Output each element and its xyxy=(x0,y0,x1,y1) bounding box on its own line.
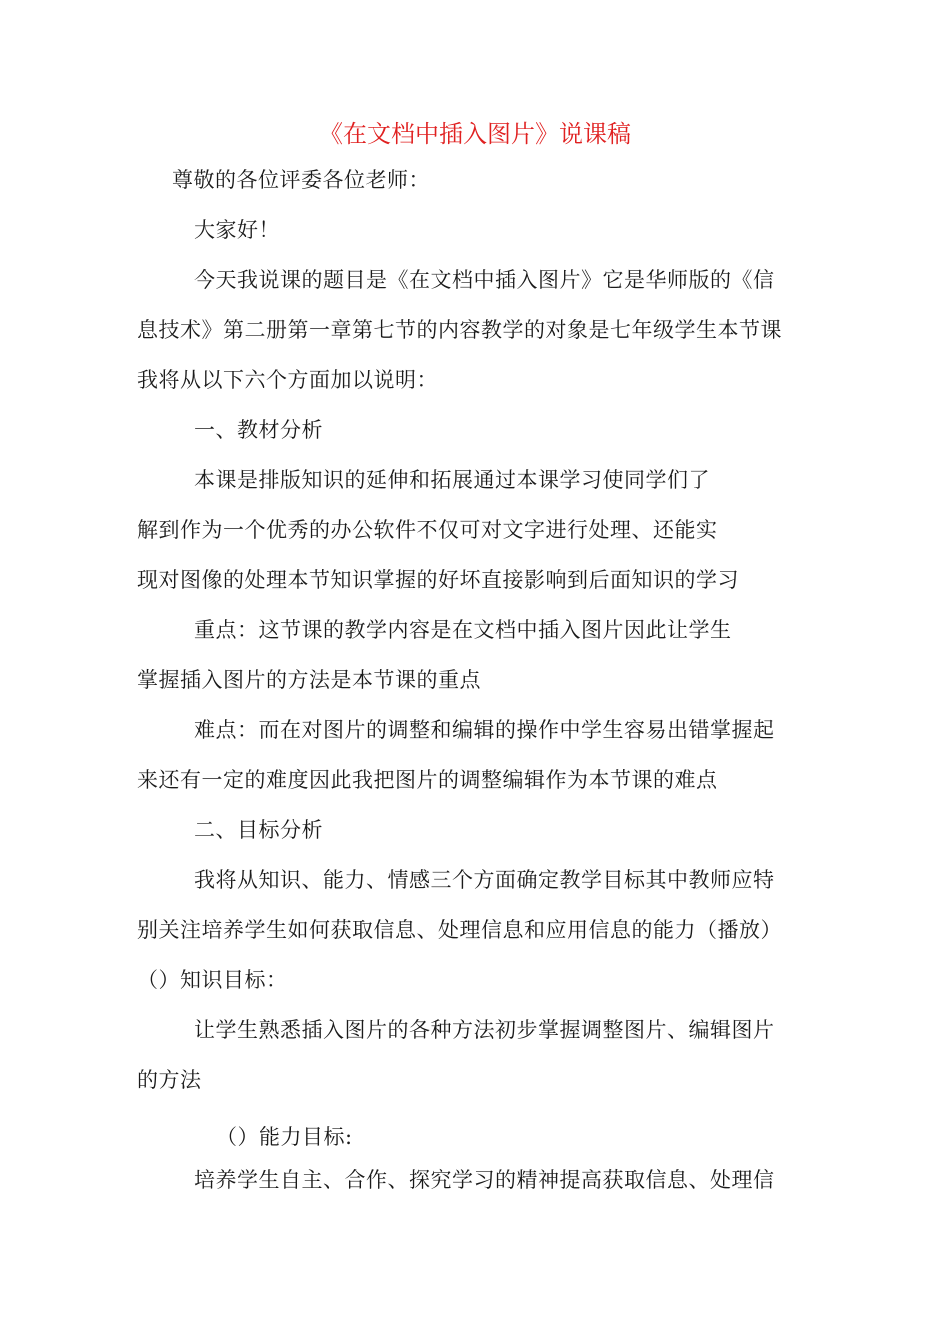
paragraph-line: 重点：这节课的教学内容是在文档中插入图片因此让学生 xyxy=(194,618,732,642)
paragraph-line: 别关注培养学生如何获取信息、处理信息和应用信息的能力（播放） xyxy=(137,918,782,942)
subsection-heading: （）能力目标: xyxy=(216,1125,353,1149)
paragraph-line: 解到作为一个优秀的办公软件不仅可对文字进行处理、还能实 xyxy=(137,518,718,542)
document-title: 《在文档中插入图片》说课稿 xyxy=(319,120,631,148)
paragraph-line: 掌握插入图片的方法是本节课的重点 xyxy=(137,668,481,692)
paragraph-line: 培养学生自主、合作、探究学习的精神提高获取信息、处理信 xyxy=(194,1168,775,1192)
section-heading: 二、目标分析 xyxy=(194,818,323,842)
section-heading: 一、教材分析 xyxy=(194,418,323,442)
paragraph-line: 让学生熟悉插入图片的各种方法初步掌握调整图片、编辑图片 xyxy=(194,1018,775,1042)
paragraph-line: 我将从知识、能力、情感三个方面确定教学目标其中教师应特 xyxy=(194,868,775,892)
hello-line: 大家好！ xyxy=(194,218,280,242)
paragraph-line: 今天我说课的题目是《在文档中插入图片》它是华师版的《信 xyxy=(194,268,775,292)
paragraph-line: 来还有一定的难度因此我把图片的调整编辑作为本节课的难点 xyxy=(137,768,718,792)
paragraph-line: 的方法 xyxy=(137,1068,202,1092)
greeting-line: 尊敬的各位评委各位老师： xyxy=(172,168,430,192)
paragraph-line: 现对图像的处理本节知识掌握的好坏直接影响到后面知识的学习 xyxy=(137,568,739,592)
paragraph-line: 我将从以下六个方面加以说明： xyxy=(137,368,438,392)
subsection-heading: （）知识目标： xyxy=(137,968,288,992)
paragraph-line: 本课是排版知识的延伸和拓展通过本课学习使同学们了 xyxy=(194,468,710,492)
paragraph-line: 息技术》第二册第一章第七节的内容教学的对象是七年级学生本节课 xyxy=(137,318,782,342)
paragraph-line: 难点：而在对图片的调整和编辑的操作中学生容易出错掌握起 xyxy=(194,718,775,742)
